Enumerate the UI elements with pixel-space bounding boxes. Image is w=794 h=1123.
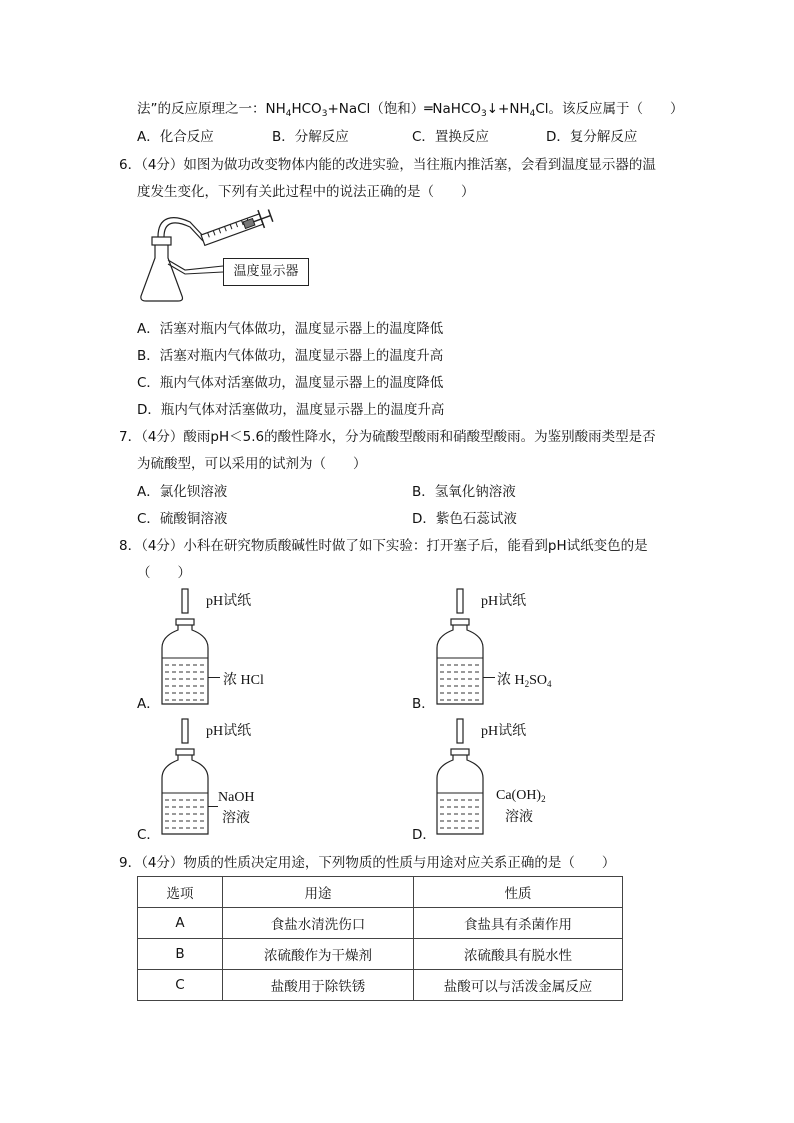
q6-stem-line1: 6．（4分）如图为做功改变物体内能的改进实验，当往瓶内推活塞，会看到温度显示器的温 — [119, 157, 656, 173]
q7-option-c: C．硫酸铜溶液 — [137, 511, 228, 527]
q7-stem-line2: 为硫酸型，可以采用的试剂为（ ） — [137, 456, 367, 472]
table-row — [138, 908, 623, 939]
q5-option-d: D．复分解反应 — [546, 129, 638, 145]
bottle-a-figure — [150, 586, 210, 706]
q7-option-b: B．氢氧化钠溶液 — [412, 484, 516, 500]
q5-stem: 法”的反应原理之一：$NH_4HCO_3+NaCl$（饱和）$═NaHCO_3↓+NH_4Cl$。该反应属于（ ） — [137, 101, 684, 119]
bottle-d-label-line1: $Ca(OH)_2$ — [496, 788, 546, 804]
q6-stem-line2: 度发生变化，下列有关此过程中的说法正确的是（ ） — [137, 184, 475, 200]
q6-option-a: A．活塞对瓶内气体做功，温度显示器上的温度降低 — [137, 321, 444, 337]
ph-paper-label-b: pH试纸 — [481, 594, 527, 609]
bottle-a-letter: A． — [137, 696, 160, 712]
table-header-cell: 用途 — [223, 877, 414, 908]
q5-option-a: A．化合反应 — [137, 129, 214, 145]
temperature-display-box — [223, 258, 309, 286]
bottle-c-figure — [150, 716, 210, 836]
ph-paper-label-c: pH试纸 — [206, 724, 252, 739]
q6-option-b: B．活塞对瓶内气体做功，温度显示器上的温度升高 — [137, 348, 444, 364]
table-cell: 食盐水清洗伤口 — [223, 908, 414, 939]
bottle-d-label-line2: 溶液 — [505, 810, 533, 825]
q9-table — [137, 876, 623, 1001]
q5-option-b: B．分解反应 — [272, 129, 349, 145]
table-cell: 食盐具有杀菌作用 — [414, 908, 623, 939]
bottle-c-leader — [208, 806, 218, 807]
q7-stem-line1: 7．（4分）酸雨pH＜5.6的酸性降水，分为硫酸型酸雨和硝酸型酸雨。为鉴别酸雨类型是否 — [119, 429, 656, 445]
bottle-a-label: 浓 HCl — [223, 673, 264, 688]
ph-paper-label-a: pH试纸 — [206, 594, 252, 609]
temperature-display-label: 温度显示器 — [233, 264, 299, 279]
table-cell: 浓硫酸作为干燥剂 — [223, 939, 414, 970]
bottle-c-label-line1: NaOH — [218, 790, 255, 805]
q7-option-d: D．紫色石蕊试液 — [412, 511, 517, 527]
q8-stem-line2: （ ） — [137, 565, 191, 581]
q7-option-a: A．氯化钡溶液 — [137, 484, 228, 500]
table-header-cell: 性质 — [414, 877, 623, 908]
bottle-b-label: 浓 $H_2SO_4$ — [497, 673, 552, 689]
table-row — [138, 939, 623, 970]
table-cell: 盐酸可以与活泼金属反应 — [414, 970, 623, 1001]
bottle-b-leader — [483, 677, 495, 678]
q6-option-d: D．瓶内气体对活塞做功，温度显示器上的温度升高 — [137, 402, 445, 418]
table-row — [138, 970, 623, 1001]
table-header-cell: 选项 — [138, 877, 223, 908]
ph-paper-label-d: pH试纸 — [481, 724, 527, 739]
q5-option-c: C．置换反应 — [412, 129, 489, 145]
table-cell: 浓硫酸具有脱水性 — [414, 939, 623, 970]
table-cell: 盐酸用于除铁锈 — [223, 970, 414, 1001]
bottle-d-figure — [425, 716, 485, 836]
bottle-c-label-line2: 溶液 — [222, 811, 250, 826]
bottle-b-letter: B． — [412, 696, 435, 712]
bottle-b-figure — [425, 586, 485, 706]
bottle-d-letter: D． — [412, 827, 436, 843]
table-cell: B — [138, 939, 223, 970]
bottle-a-leader — [208, 677, 220, 678]
bottle-c-letter: C． — [137, 827, 160, 843]
table-cell: C — [138, 970, 223, 1001]
table-header-row — [138, 877, 623, 908]
q6-option-c: C．瓶内气体对活塞做功，温度显示器上的温度降低 — [137, 375, 444, 391]
table-cell: A — [138, 908, 223, 939]
q8-stem-line1: 8．（4分）小科在研究物质酸碱性时做了如下实验：打开塞子后，能看到pH试纸变色的是 — [119, 538, 648, 554]
q9-stem: 9．（4分）物质的性质决定用途，下列物质的性质与用途对应关系正确的是（ ） — [119, 855, 616, 871]
